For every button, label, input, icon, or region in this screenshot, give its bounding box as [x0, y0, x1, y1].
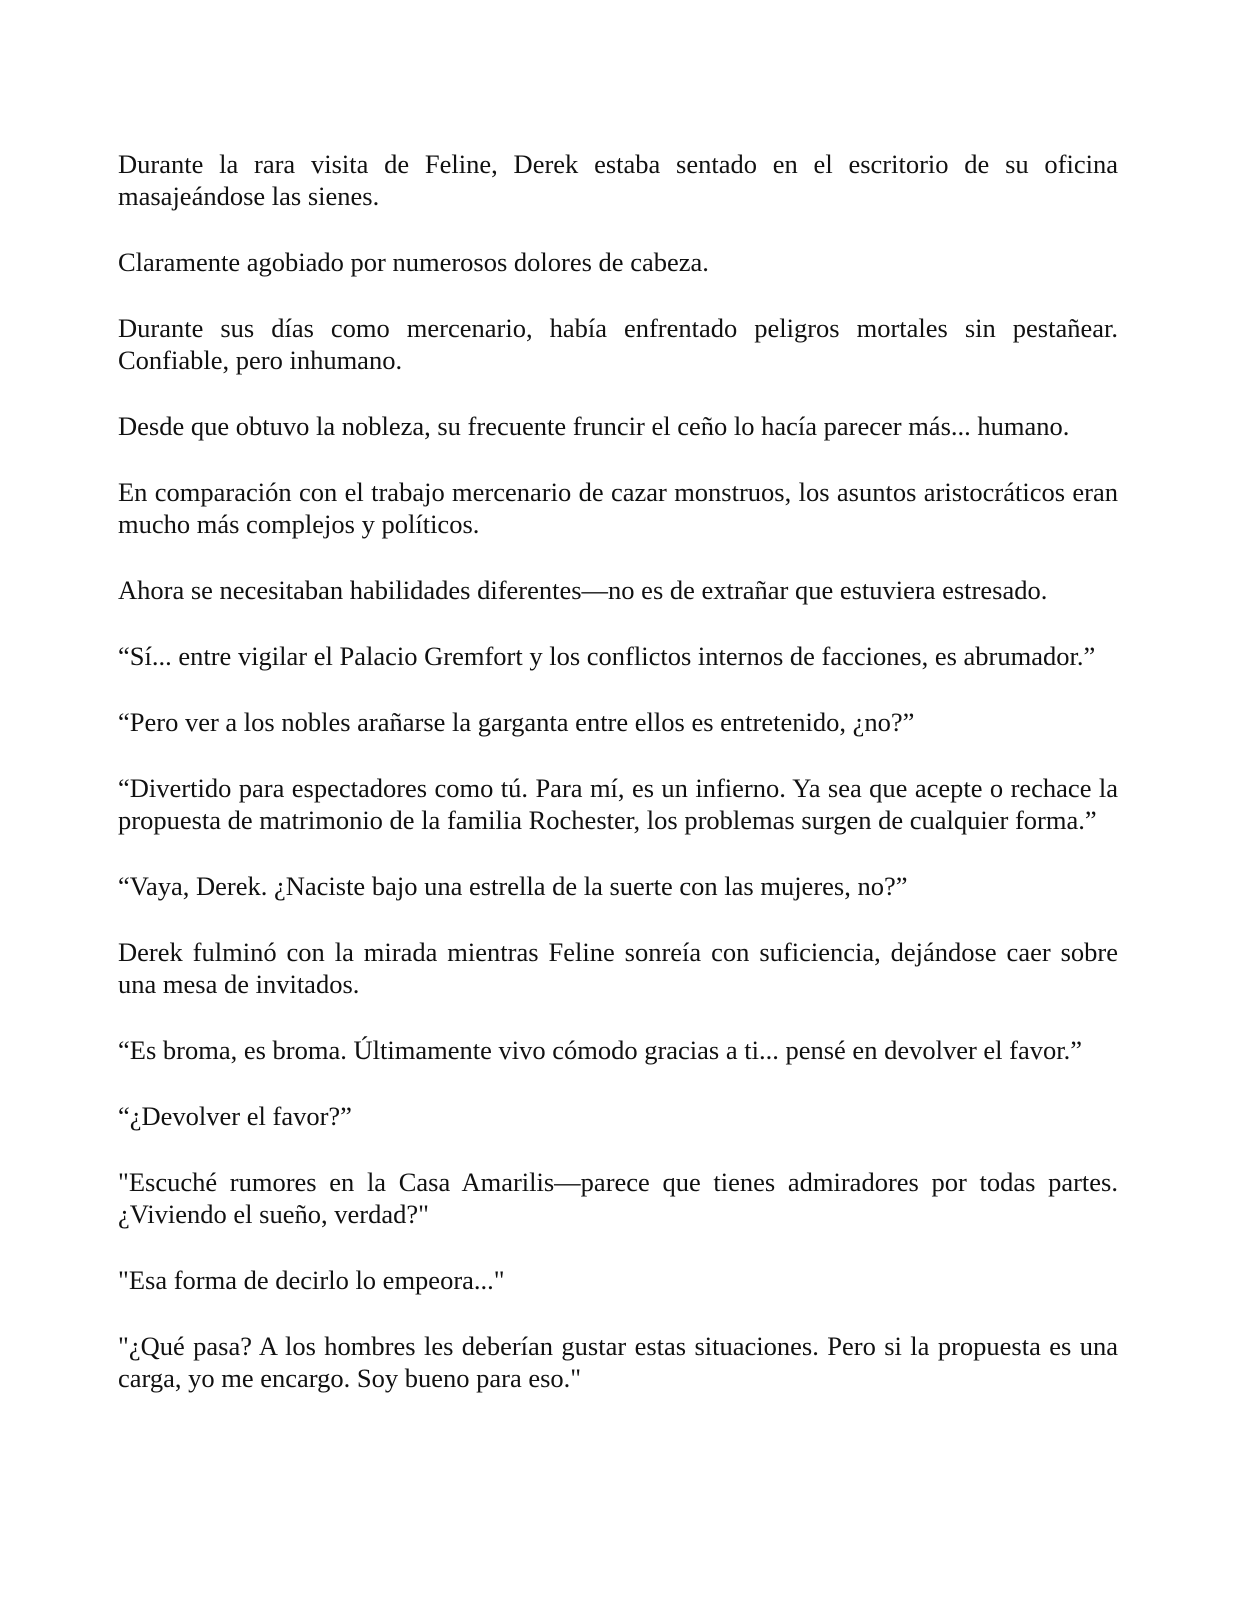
- paragraph: Claramente agobiado por numerosos dolores de cabeza.: [118, 247, 709, 277]
- dialogue-paragraph: "¿Qué pasa? A los hombres les deberían gustar estas situaciones. Pero si la propuesta es una carga, yo me encargo. Soy bueno para eso.": [118, 1331, 1118, 1393]
- dialogue-paragraph: “Pero ver a los nobles arañarse la garganta entre ellos es entretenido, ¿no?”: [118, 707, 915, 737]
- dialogue-paragraph: "Escuché rumores en la Casa Amarilis—parece que tienes admiradores por todas partes. ¿Viviendo el sueño, verdad?": [118, 1167, 1118, 1229]
- body-text: [118, 148, 1118, 1394]
- paragraph: En comparación con el trabajo mercenario de cazar monstruos, los asuntos aristocráticos eran mucho más complejos y políticos.: [118, 477, 1118, 539]
- dialogue-paragraph: “Divertido para espectadores como tú. Para mí, es un infierno. Ya sea que acepte o rechace la propuesta de matrimonio de la familia Rochester, los problemas surgen de cualquier forma.”: [118, 773, 1118, 835]
- paragraph: Durante sus días como mercenario, había enfrentado peligros mortales sin pestañear. Confiable, pero inhumano.: [118, 313, 1118, 375]
- paragraph: Ahora se necesitaban habilidades diferentes—no es de extrañar que estuviera estresado.: [118, 575, 1048, 605]
- paragraph: Desde que obtuvo la nobleza, su frecuente fruncir el ceño lo hacía parecer más... humano.: [118, 411, 1070, 441]
- paragraph: Durante la rara visita de Feline, Derek estaba sentado en el escritorio de su oficina masajeándose las sienes.: [118, 149, 1118, 211]
- dialogue-paragraph: “¿Devolver el favor?”: [118, 1101, 352, 1131]
- dialogue-paragraph: “Sí... entre vigilar el Palacio Gremfort y los conflictos internos de facciones, es abrumador.”: [118, 641, 1096, 671]
- dialogue-paragraph: "Esa forma de decirlo lo empeora...": [118, 1265, 505, 1295]
- paragraph: Derek fulminó con la mirada mientras Feline sonreía con suficiencia, dejándose caer sobre una mesa de invitados.: [118, 937, 1118, 999]
- dialogue-paragraph: “Vaya, Derek. ¿Naciste bajo una estrella de la suerte con las mujeres, no?”: [118, 871, 908, 901]
- dialogue-paragraph: “Es broma, es broma. Últimamente vivo cómodo gracias a ti... pensé en devolver el favor.”: [118, 1035, 1082, 1065]
